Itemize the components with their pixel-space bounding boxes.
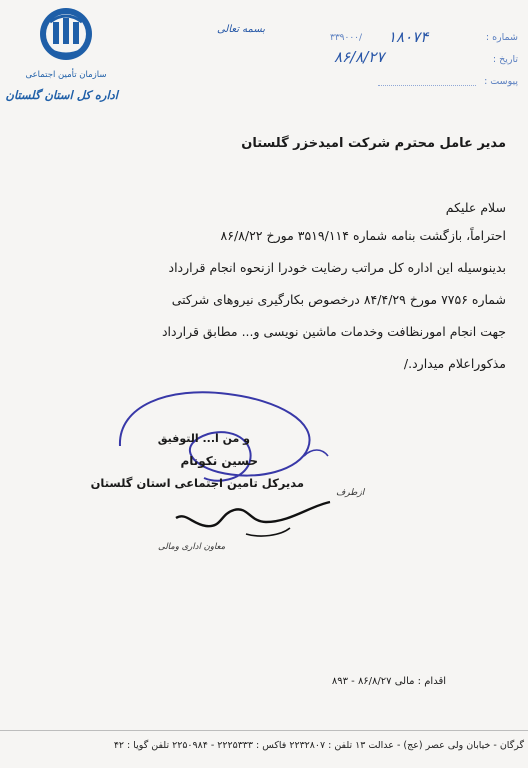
body-line: شماره ۷۷۵۶ مورخ ۸۴/۴/۲۹ درخصوص بکارگیری نیروهای شرکتی [171, 292, 506, 307]
greeting: سلام علیکم [445, 200, 506, 215]
body-line: احتراماً، بازگشت بنامه شماره ۳۵۱۹/۱۱۴ مورخ ۸۶/۸/۲۲ [220, 228, 506, 243]
closing-phrase: و من ا... التوفیق [157, 432, 250, 445]
body-line: بدینوسیله این اداره کل مراتب رضایت خودرا ازنحوه انجام قرارداد [168, 260, 506, 275]
date-label: تاریخ : [492, 54, 518, 65]
signer-title: مدیرکل تامین اجتماعی استان گلستان [90, 476, 304, 490]
attachment-label: پیوست : [484, 76, 518, 87]
footer-divider [0, 730, 528, 731]
department-name: اداره کل استان گلستان [5, 88, 118, 102]
addressee: مدیر عامل محترم شرکت امیدخزر گلستان [241, 136, 506, 151]
letterhead-logo-block [5, 4, 118, 110]
signer-name: حسین نکونام [180, 454, 258, 468]
deputy-title: معاون اداری ومالی [158, 542, 226, 552]
date-value: ۸۶/۸/۲۷ [334, 48, 385, 66]
attachment-row [318, 72, 518, 94]
body-line: مذکوراعلام میدارد./ [403, 356, 506, 371]
number-label: شماره : [485, 32, 518, 43]
attachment-dotted-line [378, 85, 476, 86]
deputy-signature-icon [170, 492, 340, 542]
on-behalf-label: ازطرف [336, 488, 365, 498]
action-line: اقدام : مالی ۸۶/۸/۲۷ - ۸۹۳ [331, 676, 446, 687]
number-printed: ۳۳۹۰۰۰/ [330, 33, 363, 43]
number-value: ۱۸۰۷۴ [388, 28, 429, 46]
body-line: جهت انجام امورنظافت وخدمات ماشین نویسی و... مطابق قرارداد [161, 324, 506, 339]
date-row [318, 50, 518, 72]
reference-fields [318, 28, 518, 94]
social-security-logo-icon [38, 4, 94, 66]
organization-name: سازمان تأمین اجتماعی [25, 70, 107, 80]
bismillah-header: بسمه تعالی [216, 24, 266, 35]
footer-address: گرگان - خیابان ولی عصر (عج) - عدالت ۱۳ تلفن : ۲۲۳۲۸۰۷ فاکس : ۲۲۲۵۳۳۳ - ۲۲۵۰۹۸۴ تلفن گویا : ۴۲ [113, 740, 524, 751]
number-row [318, 28, 518, 50]
